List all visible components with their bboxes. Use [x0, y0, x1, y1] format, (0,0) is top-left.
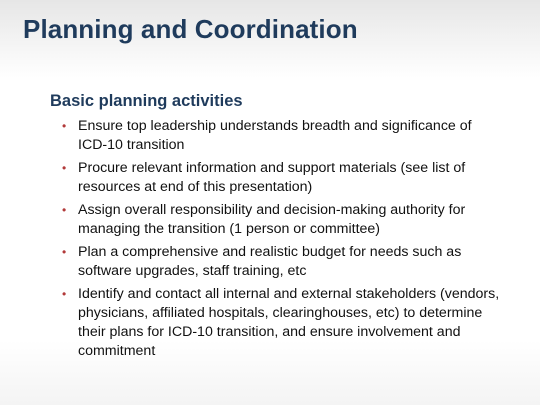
bullet-marker-icon: • [62, 203, 67, 217]
bullet-marker-icon: • [62, 245, 67, 259]
bullet-text: Assign overall responsibility and decision-making authority for managing the transition (1 person or committee) [78, 202, 466, 237]
bullet-marker-icon: • [62, 161, 67, 175]
bullet-text: Procure relevant information and support materials (see list of resources at end of this presentation) [78, 160, 466, 195]
bullet-item [62, 285, 502, 361]
bullet-text: Plan a comprehensive and realistic budget for needs such as software upgrades, staff training, etc [78, 244, 462, 279]
bullet-marker-icon: • [62, 119, 67, 133]
bullet-item [62, 201, 502, 239]
bullet-list [62, 117, 502, 365]
bullet-text: Identify and contact all internal and external stakeholders (vendors, physicians, affiliated hospitals, clearinghouses, etc) to determine their plans for ICD-10 transition, and ensure involvement and commitment [78, 286, 500, 359]
bullet-item [62, 243, 502, 281]
bullet-item [62, 159, 502, 197]
section-subtitle: Basic planning activities [50, 92, 243, 110]
bullet-item [62, 117, 502, 155]
bullet-marker-icon: • [62, 287, 67, 301]
bullet-text: Ensure top leadership understands breadth and significance of ICD-10 transition [78, 118, 472, 153]
slide-title: Planning and Coordination [23, 14, 358, 44]
